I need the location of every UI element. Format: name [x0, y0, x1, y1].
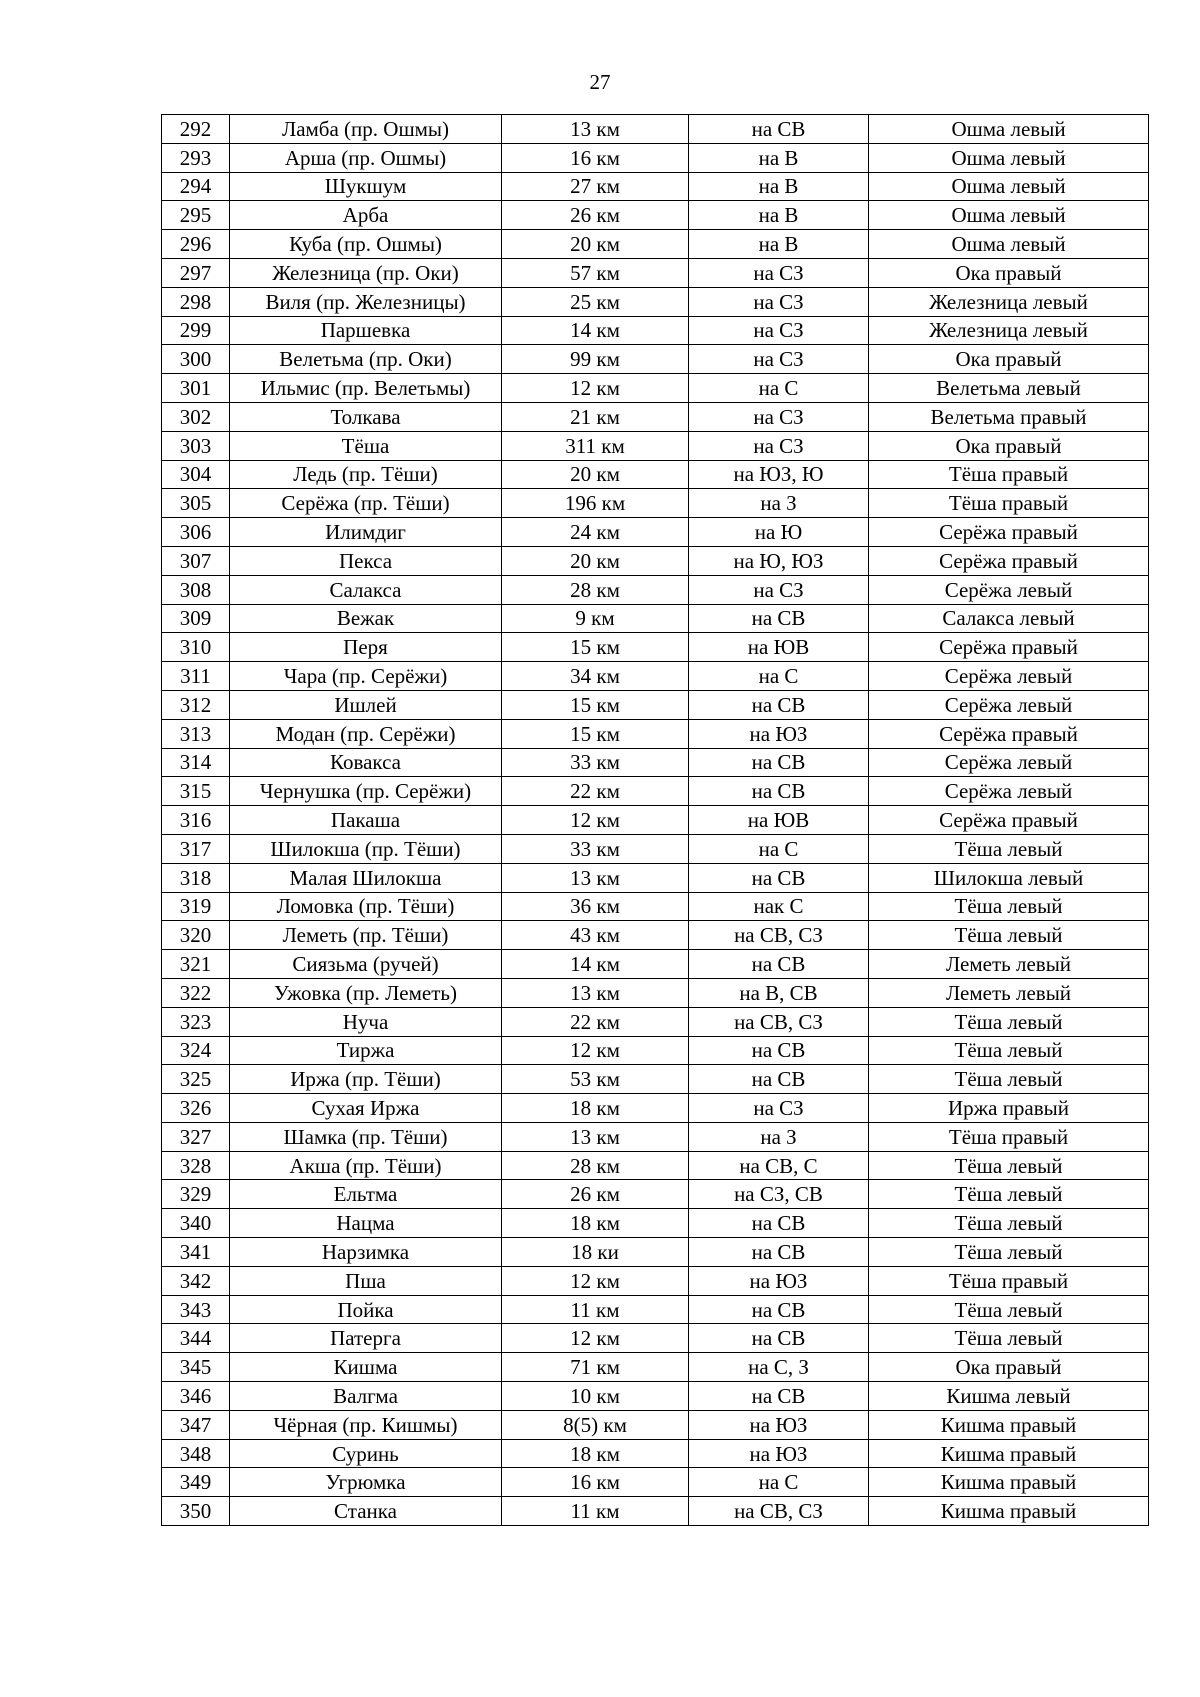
flow-direction-cell: на СВ [689, 1295, 869, 1324]
table-row [162, 1382, 1149, 1411]
river-name-cell: Патерга [230, 1324, 502, 1353]
flow-direction-cell: на ЮЗ [689, 1266, 869, 1295]
river-name-cell: Пойка [230, 1295, 502, 1324]
river-length-cell: 26 км [502, 1180, 689, 1209]
tributary-of-cell: Леметь левый [869, 950, 1149, 979]
tributary-of-cell: Тёша левый [869, 921, 1149, 950]
river-name-cell: Станка [230, 1497, 502, 1526]
table-row [162, 345, 1149, 374]
tributary-of-cell: Тёша левый [869, 1007, 1149, 1036]
river-length-cell: 71 км [502, 1353, 689, 1382]
river-name-cell: Виля (пр. Железницы) [230, 287, 502, 316]
table-row [162, 316, 1149, 345]
table-row [162, 719, 1149, 748]
flow-direction-cell: на СВ [689, 1238, 869, 1267]
flow-direction-cell: на С [689, 1468, 869, 1497]
table-row [162, 460, 1149, 489]
river-length-cell: 36 км [502, 892, 689, 921]
row-number-cell: 342 [162, 1266, 230, 1295]
flow-direction-cell: на СЗ [689, 258, 869, 287]
row-number-cell: 299 [162, 316, 230, 345]
river-length-cell: 14 км [502, 316, 689, 345]
table-row [162, 1238, 1149, 1267]
table-row [162, 1410, 1149, 1439]
flow-direction-cell: на СВ, СЗ [689, 1497, 869, 1526]
row-number-cell: 311 [162, 662, 230, 691]
river-length-cell: 196 км [502, 489, 689, 518]
table-row [162, 1209, 1149, 1238]
rivers-table [161, 114, 1149, 1526]
river-name-cell: Ламба (пр. Ошмы) [230, 115, 502, 144]
row-number-cell: 320 [162, 921, 230, 950]
table-row [162, 431, 1149, 460]
flow-direction-cell: на СВ [689, 115, 869, 144]
flow-direction-cell: нак С [689, 892, 869, 921]
flow-direction-cell: на С [689, 662, 869, 691]
tributary-of-cell: Ошма левый [869, 230, 1149, 259]
river-name-cell: Арба [230, 201, 502, 230]
table-row [162, 1151, 1149, 1180]
river-name-cell: Суринь [230, 1439, 502, 1468]
river-length-cell: 25 км [502, 287, 689, 316]
flow-direction-cell: на В [689, 172, 869, 201]
river-name-cell: Нуча [230, 1007, 502, 1036]
row-number-cell: 343 [162, 1295, 230, 1324]
river-length-cell: 27 км [502, 172, 689, 201]
river-name-cell: Ледь (пр. Тёши) [230, 460, 502, 489]
table-row [162, 201, 1149, 230]
river-name-cell: Нарзимка [230, 1238, 502, 1267]
tributary-of-cell: Тёша левый [869, 834, 1149, 863]
river-name-cell: Кишма [230, 1353, 502, 1382]
river-name-cell: Угрюмка [230, 1468, 502, 1497]
flow-direction-cell: на СЗ [689, 316, 869, 345]
flow-direction-cell: на В, СВ [689, 978, 869, 1007]
river-name-cell: Шилокша (пр. Тёши) [230, 834, 502, 863]
tributary-of-cell: Ока правый [869, 258, 1149, 287]
table-row [162, 143, 1149, 172]
river-length-cell: 24 км [502, 518, 689, 547]
table-row [162, 950, 1149, 979]
tributary-of-cell: Серёжа левый [869, 748, 1149, 777]
tributary-of-cell: Тёша правый [869, 1266, 1149, 1295]
river-name-cell: Велетьма (пр. Оки) [230, 345, 502, 374]
page-number: 27 [589, 70, 611, 94]
flow-direction-cell: на З [689, 1122, 869, 1151]
river-length-cell: 15 км [502, 633, 689, 662]
river-length-cell: 311 км [502, 431, 689, 460]
tributary-of-cell: Серёжа левый [869, 690, 1149, 719]
row-number-cell: 309 [162, 604, 230, 633]
river-name-cell: Перя [230, 633, 502, 662]
river-name-cell: Куба (пр. Ошмы) [230, 230, 502, 259]
table-row [162, 374, 1149, 403]
row-number-cell: 313 [162, 719, 230, 748]
tributary-of-cell: Шилокша левый [869, 863, 1149, 892]
table-row [162, 1353, 1149, 1382]
tributary-of-cell: Кишма правый [869, 1439, 1149, 1468]
row-number-cell: 350 [162, 1497, 230, 1526]
river-name-cell: Ельтма [230, 1180, 502, 1209]
tributary-of-cell: Леметь левый [869, 978, 1149, 1007]
flow-direction-cell: на ЮВ [689, 806, 869, 835]
flow-direction-cell: на СЗ, СВ [689, 1180, 869, 1209]
flow-direction-cell: на СВ [689, 1209, 869, 1238]
river-length-cell: 12 км [502, 806, 689, 835]
tributary-of-cell: Ока правый [869, 1353, 1149, 1382]
row-number-cell: 308 [162, 575, 230, 604]
tributary-of-cell: Велетьма правый [869, 402, 1149, 431]
table-row [162, 748, 1149, 777]
row-number-cell: 302 [162, 402, 230, 431]
row-number-cell: 341 [162, 1238, 230, 1267]
table-row [162, 690, 1149, 719]
flow-direction-cell: на СВ [689, 1065, 869, 1094]
table-row [162, 1036, 1149, 1065]
river-name-cell: Салакса [230, 575, 502, 604]
rivers-table-body [162, 115, 1149, 1526]
tributary-of-cell: Серёжа левый [869, 575, 1149, 604]
river-length-cell: 8(5) км [502, 1410, 689, 1439]
river-length-cell: 20 км [502, 546, 689, 575]
row-number-cell: 315 [162, 777, 230, 806]
river-length-cell: 15 км [502, 690, 689, 719]
tributary-of-cell: Кишма правый [869, 1497, 1149, 1526]
river-name-cell: Тёша [230, 431, 502, 460]
river-length-cell: 12 км [502, 1266, 689, 1295]
flow-direction-cell: на Ю [689, 518, 869, 547]
tributary-of-cell: Серёжа правый [869, 806, 1149, 835]
row-number-cell: 316 [162, 806, 230, 835]
river-length-cell: 26 км [502, 201, 689, 230]
river-length-cell: 53 км [502, 1065, 689, 1094]
river-name-cell: Илимдиг [230, 518, 502, 547]
tributary-of-cell: Кишма правый [869, 1410, 1149, 1439]
tributary-of-cell: Тёша правый [869, 1122, 1149, 1151]
flow-direction-cell: на СЗ [689, 431, 869, 460]
river-name-cell: Сухая Иржа [230, 1094, 502, 1123]
row-number-cell: 294 [162, 172, 230, 201]
river-length-cell: 33 км [502, 748, 689, 777]
row-number-cell: 321 [162, 950, 230, 979]
river-length-cell: 99 км [502, 345, 689, 374]
river-name-cell: Леметь (пр. Тёши) [230, 921, 502, 950]
row-number-cell: 325 [162, 1065, 230, 1094]
row-number-cell: 312 [162, 690, 230, 719]
flow-direction-cell: на В [689, 143, 869, 172]
tributary-of-cell: Серёжа правый [869, 633, 1149, 662]
river-length-cell: 16 км [502, 143, 689, 172]
river-name-cell: Акша (пр. Тёши) [230, 1151, 502, 1180]
tributary-of-cell: Тёша левый [869, 892, 1149, 921]
flow-direction-cell: на СВ [689, 690, 869, 719]
row-number-cell: 298 [162, 287, 230, 316]
row-number-cell: 349 [162, 1468, 230, 1497]
table-row [162, 978, 1149, 1007]
flow-direction-cell: на СВ [689, 863, 869, 892]
river-name-cell: Иржа (пр. Тёши) [230, 1065, 502, 1094]
flow-direction-cell: на СВ, С [689, 1151, 869, 1180]
flow-direction-cell: на СВ [689, 950, 869, 979]
river-name-cell: Валгма [230, 1382, 502, 1411]
table-row [162, 777, 1149, 806]
table-row [162, 518, 1149, 547]
river-length-cell: 20 км [502, 230, 689, 259]
table-row [162, 287, 1149, 316]
river-name-cell: Шамка (пр. Тёши) [230, 1122, 502, 1151]
row-number-cell: 300 [162, 345, 230, 374]
river-length-cell: 11 км [502, 1295, 689, 1324]
row-number-cell: 317 [162, 834, 230, 863]
river-name-cell: Вежак [230, 604, 502, 633]
flow-direction-cell: на С [689, 834, 869, 863]
tributary-of-cell: Тёша левый [869, 1065, 1149, 1094]
row-number-cell: 344 [162, 1324, 230, 1353]
river-length-cell: 13 км [502, 978, 689, 1007]
flow-direction-cell: на ЮЗ [689, 719, 869, 748]
table-row [162, 1497, 1149, 1526]
river-length-cell: 13 км [502, 1122, 689, 1151]
tributary-of-cell: Ошма левый [869, 115, 1149, 144]
river-length-cell: 11 км [502, 1497, 689, 1526]
row-number-cell: 346 [162, 1382, 230, 1411]
river-length-cell: 16 км [502, 1468, 689, 1497]
river-length-cell: 28 км [502, 1151, 689, 1180]
flow-direction-cell: на СЗ [689, 287, 869, 316]
river-length-cell: 22 км [502, 777, 689, 806]
row-number-cell: 293 [162, 143, 230, 172]
river-length-cell: 9 км [502, 604, 689, 633]
tributary-of-cell: Серёжа правый [869, 546, 1149, 575]
table-row [162, 575, 1149, 604]
river-name-cell: Пекса [230, 546, 502, 575]
river-length-cell: 12 км [502, 1324, 689, 1353]
flow-direction-cell: на СЗ [689, 1094, 869, 1123]
row-number-cell: 319 [162, 892, 230, 921]
row-number-cell: 327 [162, 1122, 230, 1151]
row-number-cell: 295 [162, 201, 230, 230]
river-length-cell: 18 ки [502, 1238, 689, 1267]
table-row [162, 115, 1149, 144]
tributary-of-cell: Тёша левый [869, 1036, 1149, 1065]
tributary-of-cell: Кишма правый [869, 1468, 1149, 1497]
river-length-cell: 12 км [502, 1036, 689, 1065]
table-row [162, 172, 1149, 201]
table-row [162, 1122, 1149, 1151]
row-number-cell: 310 [162, 633, 230, 662]
tributary-of-cell: Ошма левый [869, 143, 1149, 172]
flow-direction-cell: на СВ [689, 1382, 869, 1411]
river-length-cell: 22 км [502, 1007, 689, 1036]
table-row [162, 1094, 1149, 1123]
river-name-cell: Пакаша [230, 806, 502, 835]
row-number-cell: 304 [162, 460, 230, 489]
river-length-cell: 33 км [502, 834, 689, 863]
table-row [162, 806, 1149, 835]
river-name-cell: Паршевка [230, 316, 502, 345]
row-number-cell: 301 [162, 374, 230, 403]
river-name-cell: Чернушка (пр. Серёжи) [230, 777, 502, 806]
tributary-of-cell: Тёша левый [869, 1180, 1149, 1209]
river-length-cell: 13 км [502, 863, 689, 892]
tributary-of-cell: Железница левый [869, 316, 1149, 345]
river-name-cell: Серёжа (пр. Тёши) [230, 489, 502, 518]
flow-direction-cell: на СВ [689, 604, 869, 633]
row-number-cell: 305 [162, 489, 230, 518]
row-number-cell: 318 [162, 863, 230, 892]
flow-direction-cell: на С, З [689, 1353, 869, 1382]
table-row [162, 258, 1149, 287]
flow-direction-cell: на ЮЗ [689, 1439, 869, 1468]
row-number-cell: 296 [162, 230, 230, 259]
row-number-cell: 303 [162, 431, 230, 460]
tributary-of-cell: Серёжа левый [869, 777, 1149, 806]
row-number-cell: 329 [162, 1180, 230, 1209]
table-row [162, 546, 1149, 575]
river-length-cell: 57 км [502, 258, 689, 287]
row-number-cell: 324 [162, 1036, 230, 1065]
river-length-cell: 18 км [502, 1439, 689, 1468]
tributary-of-cell: Тёша левый [869, 1295, 1149, 1324]
table-row [162, 863, 1149, 892]
flow-direction-cell: на ЮВ [689, 633, 869, 662]
table-row [162, 892, 1149, 921]
river-length-cell: 28 км [502, 575, 689, 604]
river-name-cell: Ишлей [230, 690, 502, 719]
row-number-cell: 297 [162, 258, 230, 287]
flow-direction-cell: на СЗ [689, 575, 869, 604]
row-number-cell: 322 [162, 978, 230, 1007]
tributary-of-cell: Серёжа левый [869, 662, 1149, 691]
river-name-cell: Чара (пр. Серёжи) [230, 662, 502, 691]
tributary-of-cell: Ока правый [869, 345, 1149, 374]
river-length-cell: 21 км [502, 402, 689, 431]
tributary-of-cell: Серёжа правый [869, 518, 1149, 547]
river-name-cell: Ковакса [230, 748, 502, 777]
flow-direction-cell: на СВ, СЗ [689, 921, 869, 950]
table-row [162, 921, 1149, 950]
table-row [162, 604, 1149, 633]
tributary-of-cell: Тёша левый [869, 1324, 1149, 1353]
flow-direction-cell: на СЗ [689, 402, 869, 431]
river-length-cell: 18 км [502, 1209, 689, 1238]
tributary-of-cell: Тёша левый [869, 1151, 1149, 1180]
river-name-cell: Сиязьма (ручей) [230, 950, 502, 979]
river-name-cell: Ломовка (пр. Тёши) [230, 892, 502, 921]
table-row [162, 1007, 1149, 1036]
river-name-cell: Шукшум [230, 172, 502, 201]
row-number-cell: 306 [162, 518, 230, 547]
row-number-cell: 307 [162, 546, 230, 575]
river-name-cell: Малая Шилокша [230, 863, 502, 892]
tributary-of-cell: Тёша правый [869, 460, 1149, 489]
table-row [162, 1295, 1149, 1324]
flow-direction-cell: на В [689, 230, 869, 259]
tributary-of-cell: Тёша левый [869, 1238, 1149, 1267]
flow-direction-cell: на В [689, 201, 869, 230]
river-length-cell: 15 км [502, 719, 689, 748]
table-row [162, 1266, 1149, 1295]
tributary-of-cell: Салакса левый [869, 604, 1149, 633]
table-row [162, 1180, 1149, 1209]
table-row [162, 402, 1149, 431]
river-name-cell: Чёрная (пр. Кишмы) [230, 1410, 502, 1439]
river-name-cell: Ужовка (пр. Леметь) [230, 978, 502, 1007]
row-number-cell: 345 [162, 1353, 230, 1382]
flow-direction-cell: на СВ [689, 748, 869, 777]
table-row [162, 489, 1149, 518]
river-length-cell: 18 км [502, 1094, 689, 1123]
flow-direction-cell: на З [689, 489, 869, 518]
row-number-cell: 292 [162, 115, 230, 144]
flow-direction-cell: на СВ [689, 1036, 869, 1065]
flow-direction-cell: на СЗ [689, 345, 869, 374]
table-row [162, 1468, 1149, 1497]
flow-direction-cell: на ЮЗ [689, 1410, 869, 1439]
river-length-cell: 43 км [502, 921, 689, 950]
river-name-cell: Ильмис (пр. Велетьмы) [230, 374, 502, 403]
tributary-of-cell: Велетьма левый [869, 374, 1149, 403]
flow-direction-cell: на Ю, ЮЗ [689, 546, 869, 575]
flow-direction-cell: на СВ [689, 1324, 869, 1353]
tributary-of-cell: Железница левый [869, 287, 1149, 316]
table-row [162, 230, 1149, 259]
tributary-of-cell: Тёша правый [869, 489, 1149, 518]
river-length-cell: 20 км [502, 460, 689, 489]
tributary-of-cell: Ошма левый [869, 172, 1149, 201]
river-name-cell: Толкава [230, 402, 502, 431]
flow-direction-cell: на ЮЗ, Ю [689, 460, 869, 489]
row-number-cell: 314 [162, 748, 230, 777]
table-row [162, 633, 1149, 662]
row-number-cell: 326 [162, 1094, 230, 1123]
row-number-cell: 348 [162, 1439, 230, 1468]
river-name-cell: Модан (пр. Серёжи) [230, 719, 502, 748]
river-name-cell: Пша [230, 1266, 502, 1295]
tributary-of-cell: Серёжа правый [869, 719, 1149, 748]
tributary-of-cell: Ока правый [869, 431, 1149, 460]
river-length-cell: 14 км [502, 950, 689, 979]
river-name-cell: Арша (пр. Ошмы) [230, 143, 502, 172]
river-name-cell: Нацма [230, 1209, 502, 1238]
row-number-cell: 323 [162, 1007, 230, 1036]
table-row [162, 1065, 1149, 1094]
tributary-of-cell: Тёша левый [869, 1209, 1149, 1238]
river-length-cell: 34 км [502, 662, 689, 691]
river-length-cell: 10 км [502, 1382, 689, 1411]
table-row [162, 834, 1149, 863]
flow-direction-cell: на СВ, СЗ [689, 1007, 869, 1036]
river-length-cell: 13 км [502, 115, 689, 144]
tributary-of-cell: Ошма левый [869, 201, 1149, 230]
flow-direction-cell: на С [689, 374, 869, 403]
row-number-cell: 328 [162, 1151, 230, 1180]
tributary-of-cell: Кишма левый [869, 1382, 1149, 1411]
river-name-cell: Тиржа [230, 1036, 502, 1065]
table-row [162, 1439, 1149, 1468]
river-length-cell: 12 км [502, 374, 689, 403]
row-number-cell: 340 [162, 1209, 230, 1238]
flow-direction-cell: на СВ [689, 777, 869, 806]
tributary-of-cell: Иржа правый [869, 1094, 1149, 1123]
row-number-cell: 347 [162, 1410, 230, 1439]
table-row [162, 662, 1149, 691]
river-name-cell: Железница (пр. Оки) [230, 258, 502, 287]
table-row [162, 1324, 1149, 1353]
